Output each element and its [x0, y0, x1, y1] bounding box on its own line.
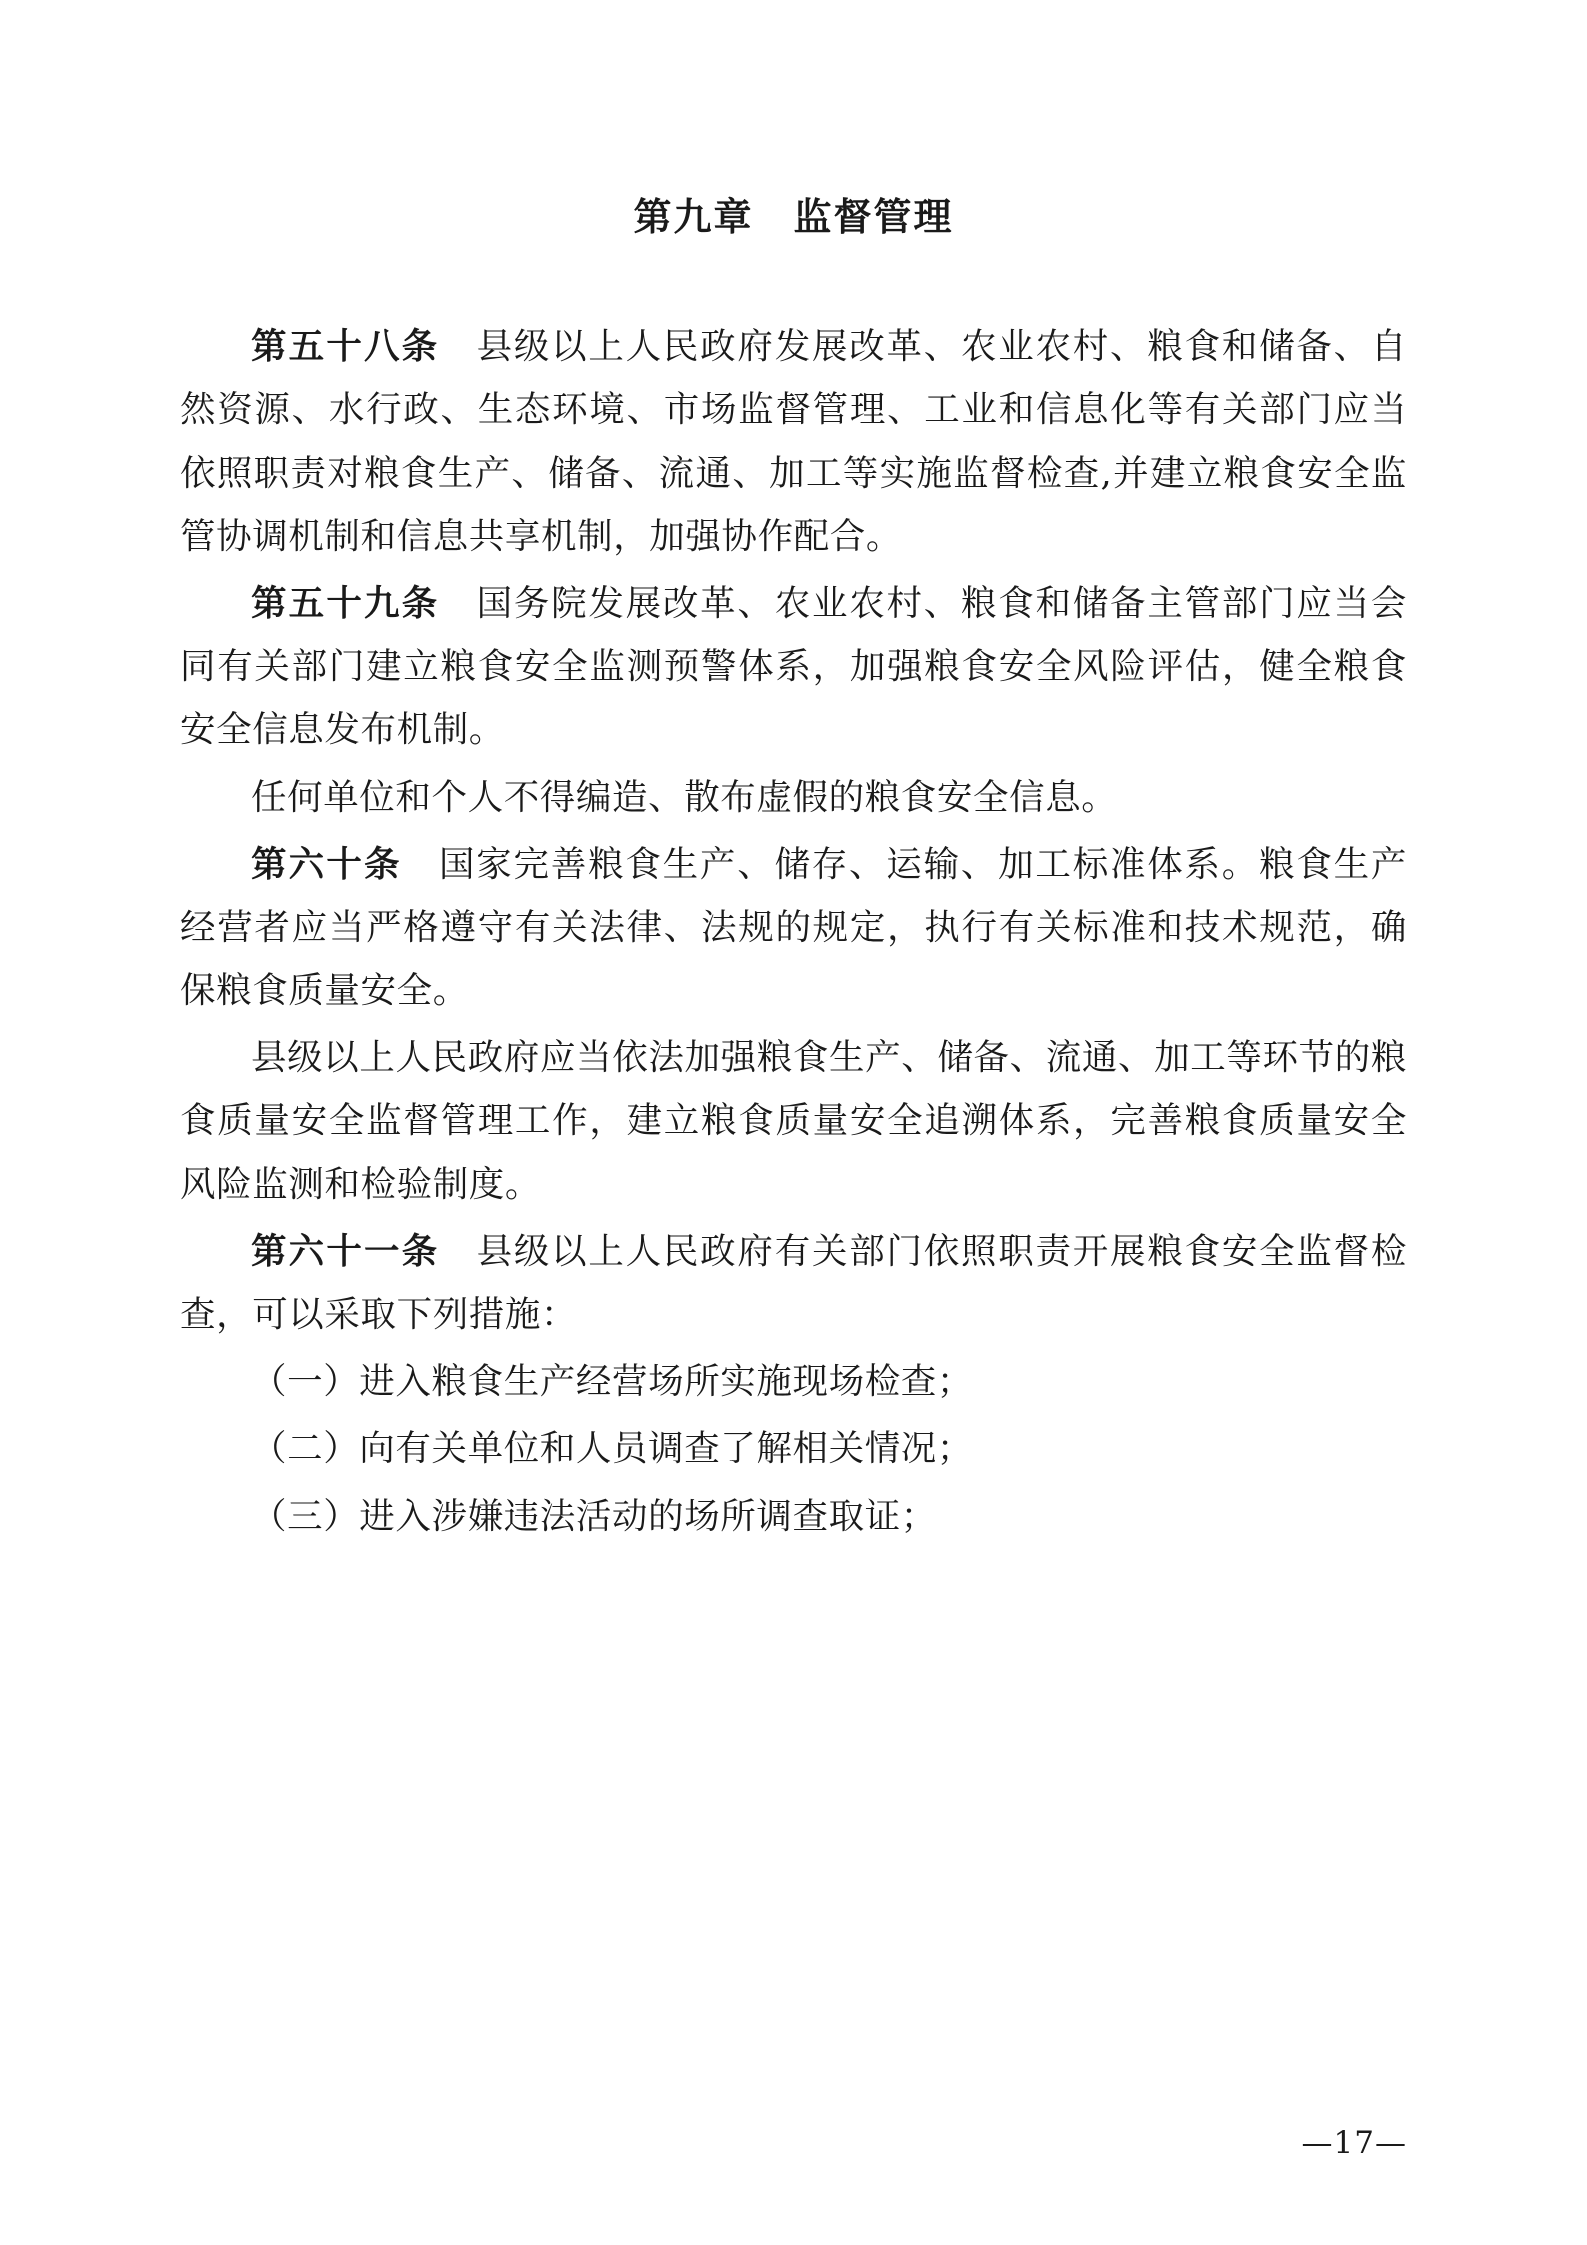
paragraph-article-59-second: [180, 766, 1407, 829]
paragraph-article-60: [180, 833, 1407, 1023]
page-number: —17—: [1301, 2125, 1407, 2161]
paragraph-article-59: [180, 572, 1407, 762]
paragraph-article-60-second: [180, 1026, 1407, 1216]
article-text-59-second: 任何单位和个人不得编造、散布虚假的粮食安全信息。: [251, 776, 1118, 818]
document-body: [180, 315, 1407, 1548]
paragraph-article-58: [180, 315, 1407, 568]
article-number-59: 第五十九条: [251, 582, 440, 624]
article-text-60-second: 县级以上人民政府应当依法加强粮食生产、储备、流通、加工等环节的粮食质量安全监督管理工作，建立粮食质量安全追溯体系，完善粮食质量安全风险监测和检验制度。: [180, 1037, 1407, 1205]
list-item: （二）向有关单位和人员调查了解相关情况；: [251, 1428, 974, 1470]
article-number-58: 第五十八条: [251, 326, 440, 368]
article-text-61: 县级以上人民政府有关部门依照职责开展粮食安全监督检查，可以采取下列措施：: [180, 1230, 1407, 1335]
chapter-title: 第九章 监督管理: [633, 194, 954, 239]
article-text-60: 国家完善粮食生产、储存、运输、加工标准体系。粮食生产经营者应当严格遵守有关法律、法规的规定，执行有关标准和技术规范，确保粮食质量安全。: [180, 843, 1407, 1012]
paragraph-article-61: [180, 1220, 1407, 1346]
article-text-58: 县级以上人民政府发展改革、农业农村、粮食和储备、自然资源、水行政、生态环境、市场监督管理、工业和信息化等有关部门应当依照职责对粮食生产、储备、流通、加工等实施监督检查,并建立粮食安全监管协调机制和信息共享机制，加强协作配合。: [180, 326, 1407, 557]
list-item: （三）进入涉嫌违法活动的场所调查取证；: [251, 1495, 937, 1537]
list-item: （一）进入粮食生产经营场所实施现场检查；: [251, 1361, 974, 1403]
article-number-60: 第六十条: [251, 843, 402, 885]
article-number-61: 第六十一条: [251, 1230, 440, 1272]
article-text-59: 国务院发展改革、农业农村、粮食和储备主管部门应当会同有关部门建立粮食安全监测预警体系，加强粮食安全风险评估，健全粮食安全信息发布机制。: [180, 582, 1407, 751]
